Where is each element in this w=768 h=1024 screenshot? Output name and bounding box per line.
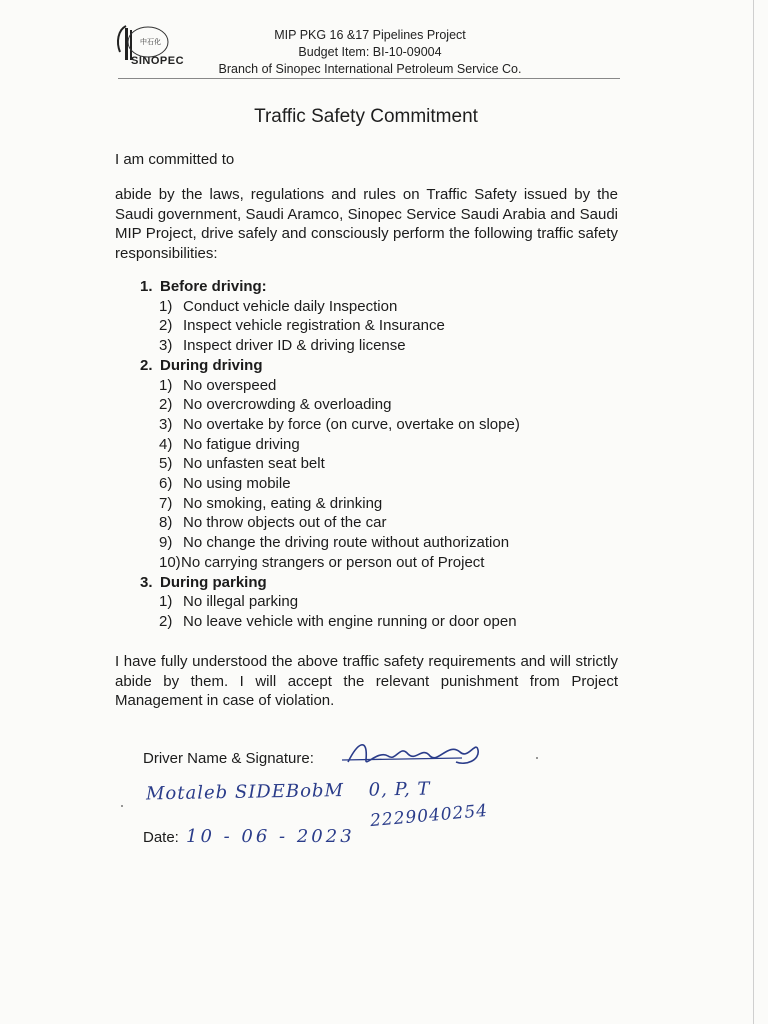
header-rule bbox=[118, 78, 620, 79]
list-item: 6) No using mobile bbox=[159, 475, 291, 493]
section-before-driving: 1. Before driving: bbox=[140, 278, 267, 295]
handwritten-id-number: 2229040254 bbox=[369, 800, 489, 832]
handwritten-driver-name: Motaleb SIDEBobM 0, P, T bbox=[145, 778, 431, 805]
section-during-driving: 2. During driving bbox=[140, 356, 263, 374]
scan-speck bbox=[121, 805, 123, 807]
signature-label: Driver Name & Signature: bbox=[143, 750, 314, 767]
header-budget-item: Budget Item: BI-10-09004 bbox=[298, 45, 442, 59]
svg-text:中石化: 中石化 bbox=[140, 38, 161, 46]
intro-text: I am committed to bbox=[115, 151, 235, 168]
list-item: 5) No unfasten seat belt bbox=[159, 455, 325, 473]
list-item: 3) Inspect driver ID & driving license bbox=[159, 337, 406, 355]
list-item: 2) No leave vehicle with engine running or door open bbox=[159, 612, 517, 630]
header-branch: Branch of Sinopec International Petroleum Service Co. bbox=[218, 62, 522, 76]
list-item: 10)No carrying strangers or person out of Project bbox=[159, 553, 485, 571]
acknowledgement-paragraph: I have fully understood the above traffic safety requirements and will strictly abide by them. I will accept the relevant punishment from Project Management in case of violation. bbox=[115, 653, 618, 710]
handwritten-date: 10 - 06 - 2023 bbox=[186, 826, 355, 847]
list-item: 1) No illegal parking bbox=[159, 593, 299, 611]
header-project: MIP PKG 16 &17 Pipelines Project bbox=[274, 28, 466, 42]
list-item: 1) Conduct vehicle daily Inspection bbox=[159, 297, 398, 315]
list-item: 2) No overcrowding & overloading bbox=[159, 396, 392, 414]
scan-speck bbox=[536, 757, 538, 759]
handwritten-signature bbox=[338, 732, 488, 777]
page-edge bbox=[753, 0, 754, 1024]
list-item: 7) No smoking, eating & drinking bbox=[159, 494, 383, 512]
commitment-paragraph: abide by the laws, regulations and rules on Traffic Safety issued by the Saudi government, Saudi Aramco, Sinopec Service Saudi Arabia and Saudi MIP Project, drive safely and consciously perform the following traffic safety responsibilities: bbox=[115, 186, 618, 262]
logo-text: SINOPEC bbox=[131, 55, 185, 67]
list-item: 1) No overspeed bbox=[159, 376, 277, 394]
date-label: Date: bbox=[143, 829, 179, 846]
document-header bbox=[190, 27, 550, 78]
list-item: 4) No fatigue driving bbox=[159, 435, 300, 453]
section-during-parking: 3. During parking bbox=[140, 573, 267, 591]
list-item: 9) No change the driving route without authorization bbox=[159, 534, 510, 552]
list-item: 2) Inspect vehicle registration & Insurance bbox=[159, 317, 445, 335]
page-title: Traffic Safety Commitment bbox=[254, 106, 478, 127]
list-item: 3) No overtake by force (on curve, overtake on slope) bbox=[159, 415, 520, 433]
list-item: 8) No throw objects out of the car bbox=[159, 514, 387, 532]
responsibilities-list bbox=[140, 277, 600, 632]
